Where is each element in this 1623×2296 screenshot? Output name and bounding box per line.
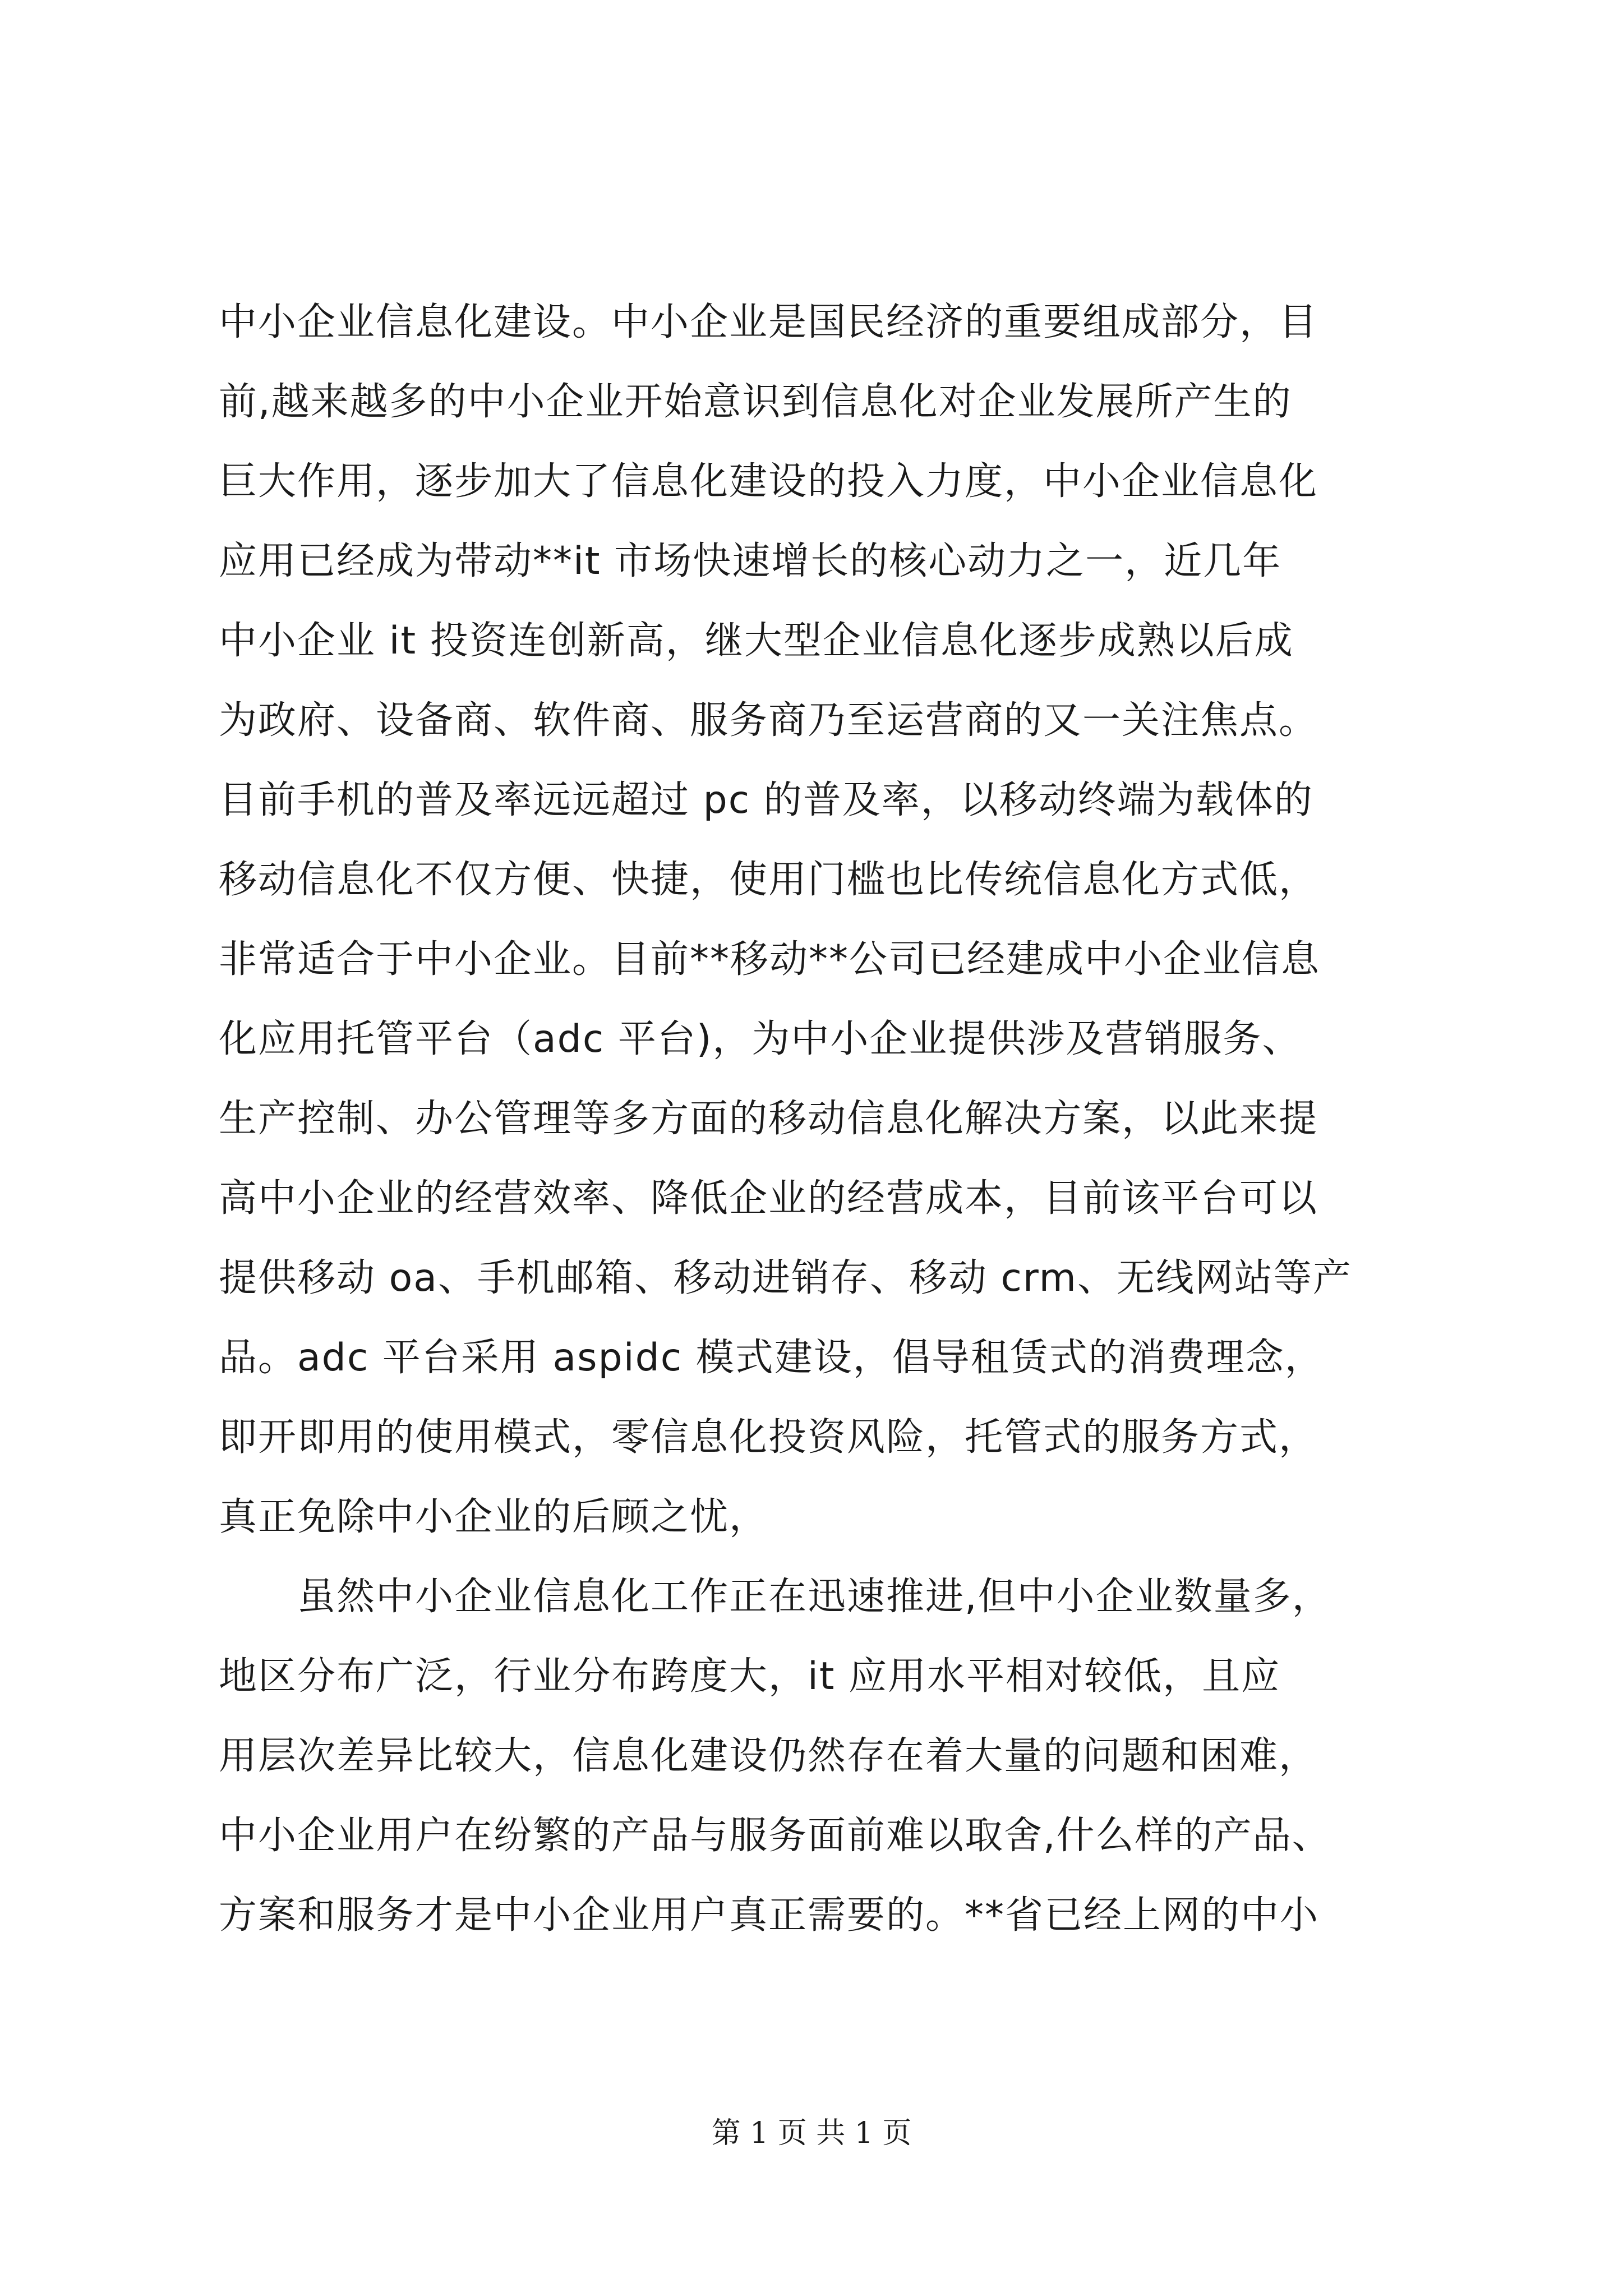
text-line-21: 方案和服务才是中小企业用户真正需要的。**省已经上网的中小 <box>219 1893 1320 1938</box>
text-line-6: 为政府、设备商、软件商、服务商乃至运营商的又一关注焦点。 <box>219 698 1318 743</box>
text-line-20: 中小企业用户在纷繁的产品与服务面前难以取舍,什么样的产品、 <box>219 1814 1331 1858</box>
page-number-footer: 第 1 页 共 1 页 <box>711 2116 912 2150</box>
text-line-7: 目前手机的普及率远远超过 pc 的普及率，以移动终端为载体的 <box>219 778 1313 822</box>
text-line-15: 即开即用的使用模式，零信息化投资风险，托管式的服务方式， <box>219 1415 1318 1460</box>
text-line-16: 真正免除中小企业的后顾之忧， <box>219 1495 769 1539</box>
text-line-2: 前,越来越多的中小企业开始意识到信息化对企业发展所产生的 <box>219 380 1292 424</box>
text-line-13: 提供移动 oa、手机邮箱、移动进销存、移动 crm、无线网站等产 <box>219 1256 1352 1300</box>
text-line-12: 高中小企业的经营效率、降低企业的经营成本，目前该平台可以 <box>219 1176 1318 1221</box>
text-line-9: 非常适合于中小企业。目前**移动**公司已经建成中小企业信息 <box>219 937 1321 982</box>
text-line-18: 地区分布广泛，行业分布跨度大，it 应用水平相对较低，且应 <box>219 1654 1281 1699</box>
text-line-14: 品。adc 平台采用 aspidc 模式建设，倡导租赁式的消费理念， <box>219 1336 1324 1380</box>
text-line-3: 巨大作用，逐步加大了信息化建设的投入力度，中小企业信息化 <box>219 459 1318 504</box>
text-line-19: 用层次差异比较大，信息化建设仍然存在着大量的问题和困难， <box>219 1734 1318 1778</box>
text-line-11: 生产控制、办公管理等多方面的移动信息化解决方案，以此来提 <box>219 1097 1318 1141</box>
text-line-1: 中小企业信息化建设。中小企业是国民经济的重要组成部分，目 <box>219 300 1318 344</box>
text-line-8: 移动信息化不仅方便、快捷，使用门槛也比传统信息化方式低， <box>219 858 1318 902</box>
text-line-17: 虽然中小企业信息化工作正在迅速推进,但中小企业数量多， <box>219 1575 1331 1619</box>
text-line-4: 应用已经成为带动**it 市场快速增长的核心动力之一，近几年 <box>219 539 1282 583</box>
text-line-5: 中小企业 it 投资连创新高，继大型企业信息化逐步成熟以后成 <box>219 619 1294 663</box>
text-line-10: 化应用托管平台（adc 平台)，为中小企业提供涉及营销服务、 <box>219 1017 1302 1061</box>
